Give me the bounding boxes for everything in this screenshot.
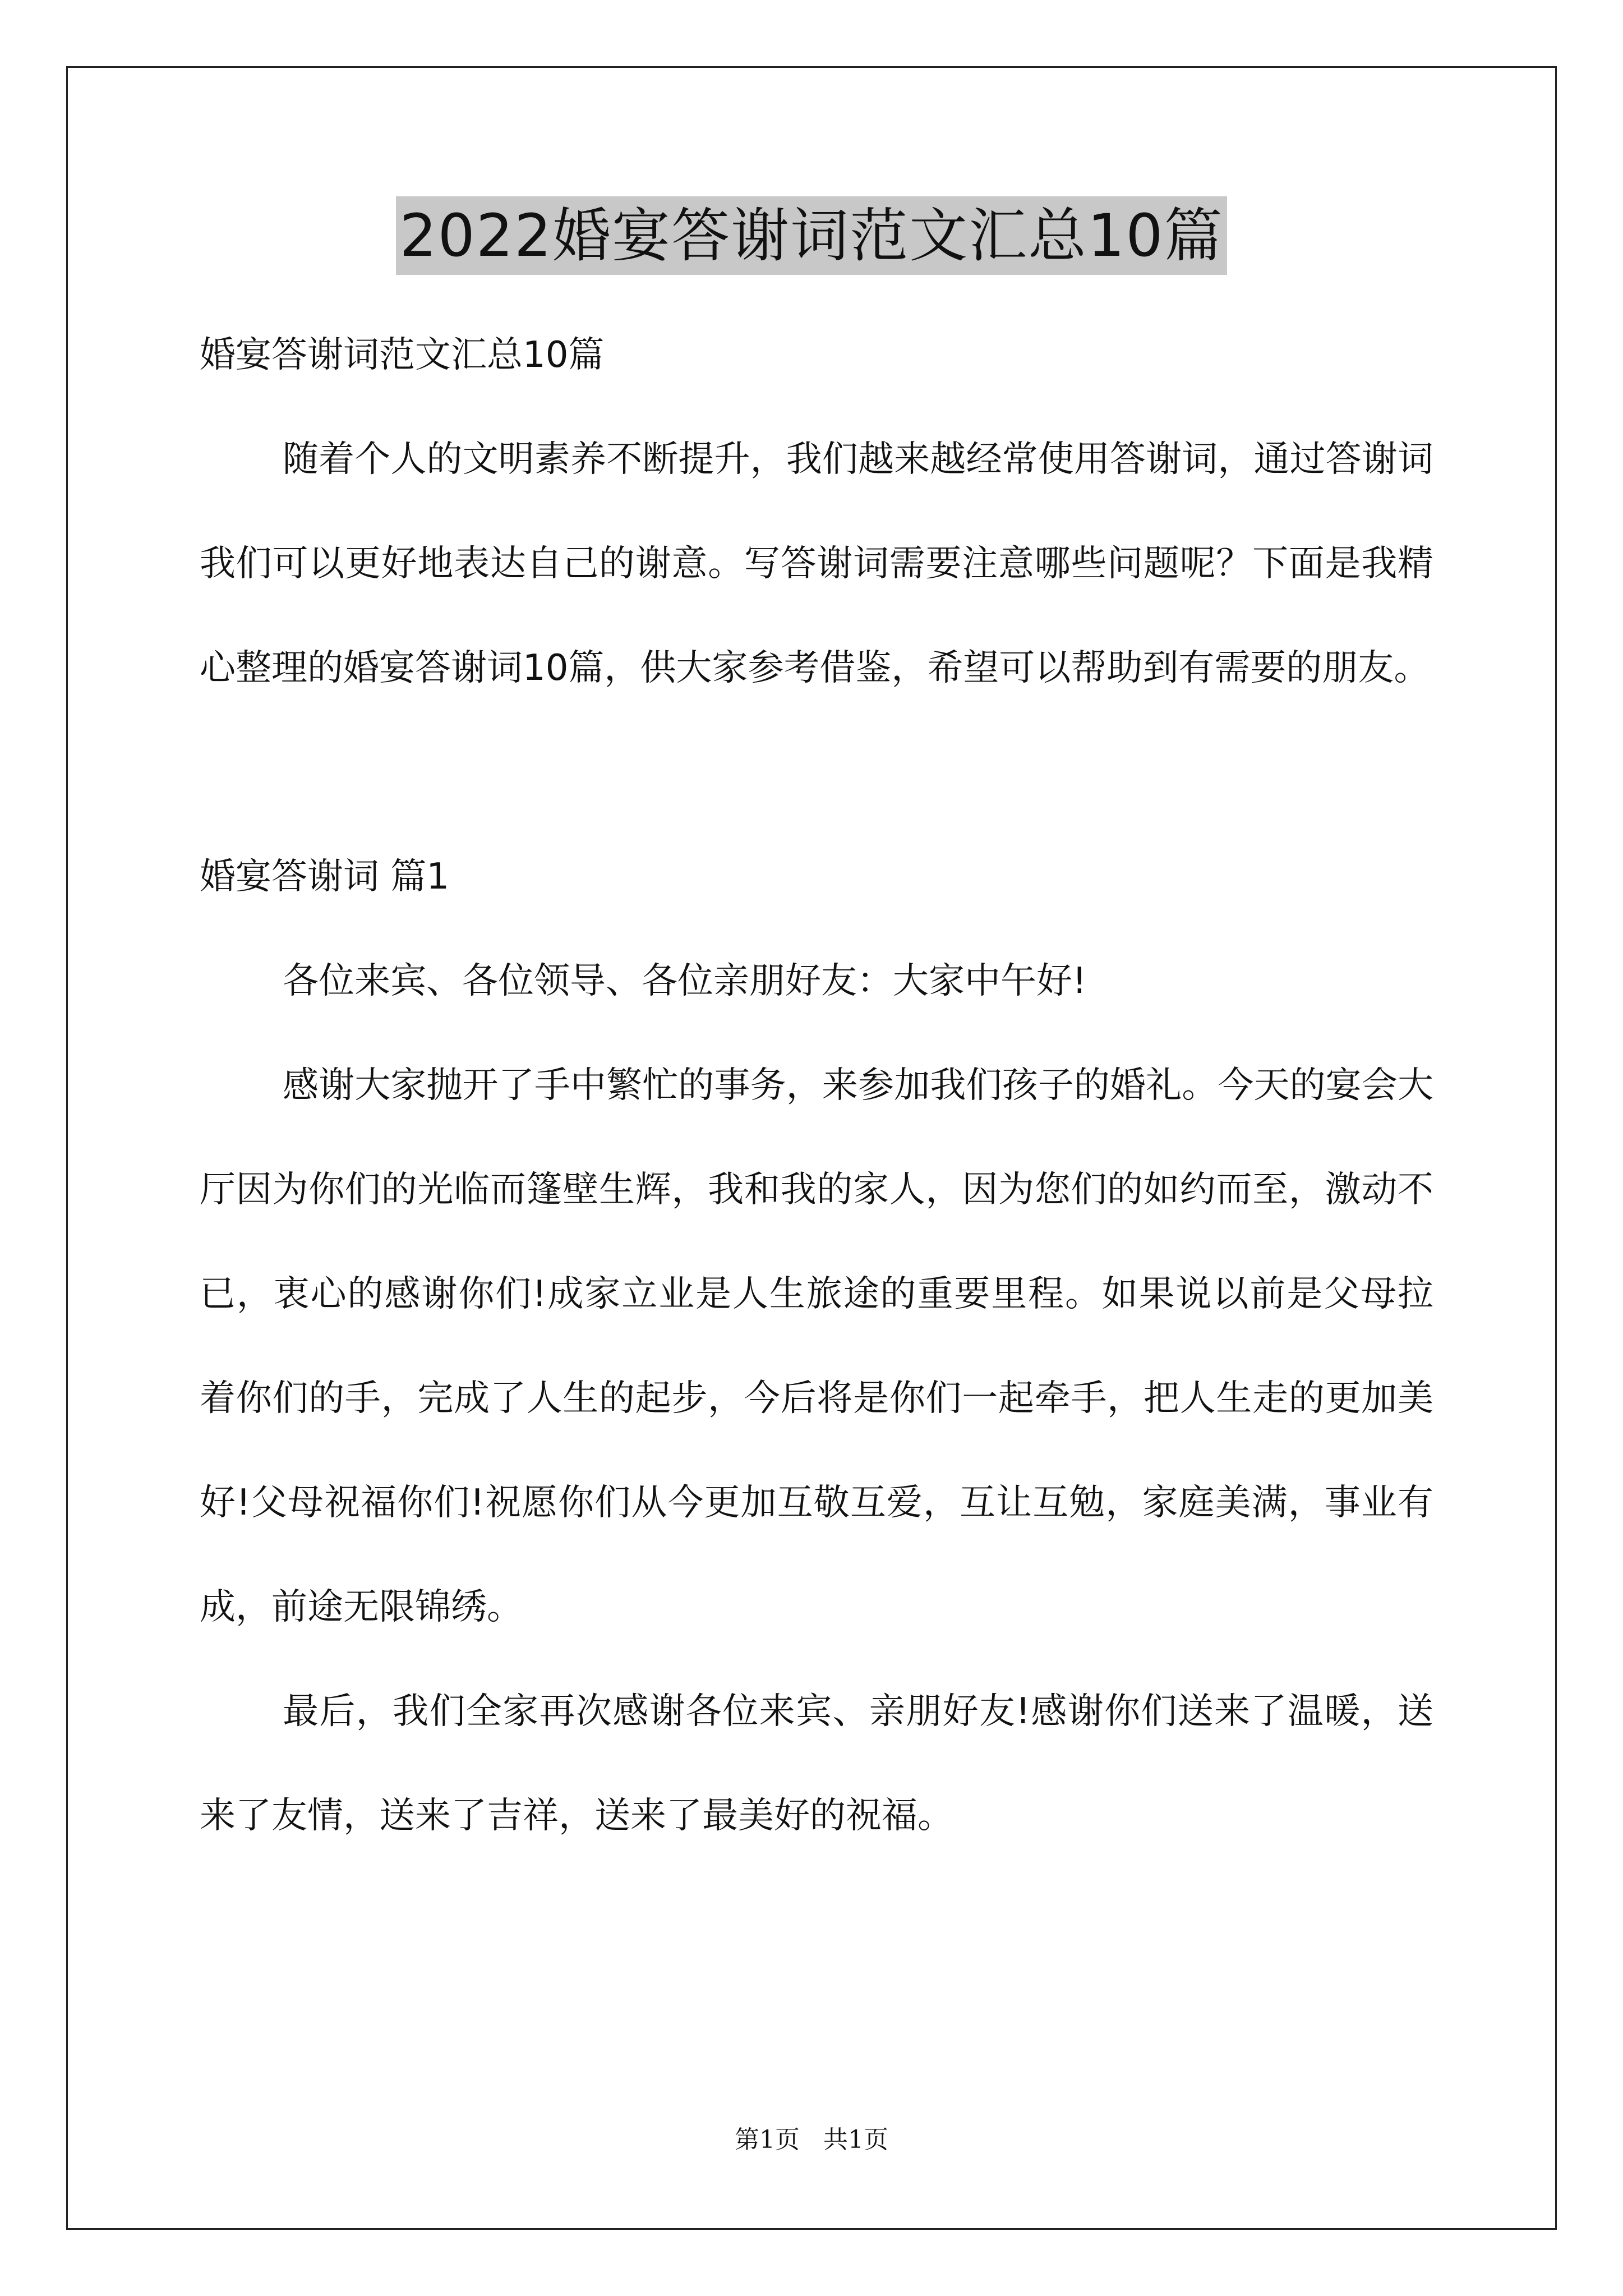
body-paragraph-1: 感谢大家抛开了手中繁忙的事务，来参加我们孩子的婚礼。今天的宴会大厅因为你们的光临而篷壁生辉，我和我的家人，因为您们的如约而至，激动不已，衷心的感谢你们!成家立业是人生旅途的重要里程。如果说以前是父母拉着你们的手，完成了人生的起步，今后将是你们一起牵手，把人生走的更加美好!父母祝福你们!祝愿你们从今更加互敬互爱，互让互勉，家庭美满，事业有成，前途无限锦绣。 (200, 1065, 1433, 1628)
section-heading: 婚宴答谢词 篇1 (200, 856, 450, 898)
document-subtitle: 婚宴答谢词范文汇总10篇 (200, 334, 605, 376)
document-title: 2022婚宴答谢词范文汇总10篇 (396, 196, 1227, 275)
intro-paragraph: 随着个人的文明素养不断提升，我们越来越经常使用答谢词，通过答谢词我们可以更好地表达自己的谢意。写答谢词需要注意哪些问题呢？下面是我精心整理的婚宴答谢词10篇，供大家参考借鉴，希望可以帮助到有需要的朋友。 (200, 439, 1433, 689)
body-paragraph-2: 最后，我们全家再次感谢各位来宾、亲朋好友!感谢你们送来了温暖，送来了友情，送来了吉祥，送来了最美好的祝福。 (200, 1691, 1433, 1837)
greeting-paragraph: 各位来宾、各位领导、各位亲朋好友：大家中午好! (283, 960, 1087, 1002)
document-body (200, 303, 1433, 1868)
page-footer: 第1页 共1页 (735, 2125, 888, 2154)
title-container (0, 196, 1623, 275)
